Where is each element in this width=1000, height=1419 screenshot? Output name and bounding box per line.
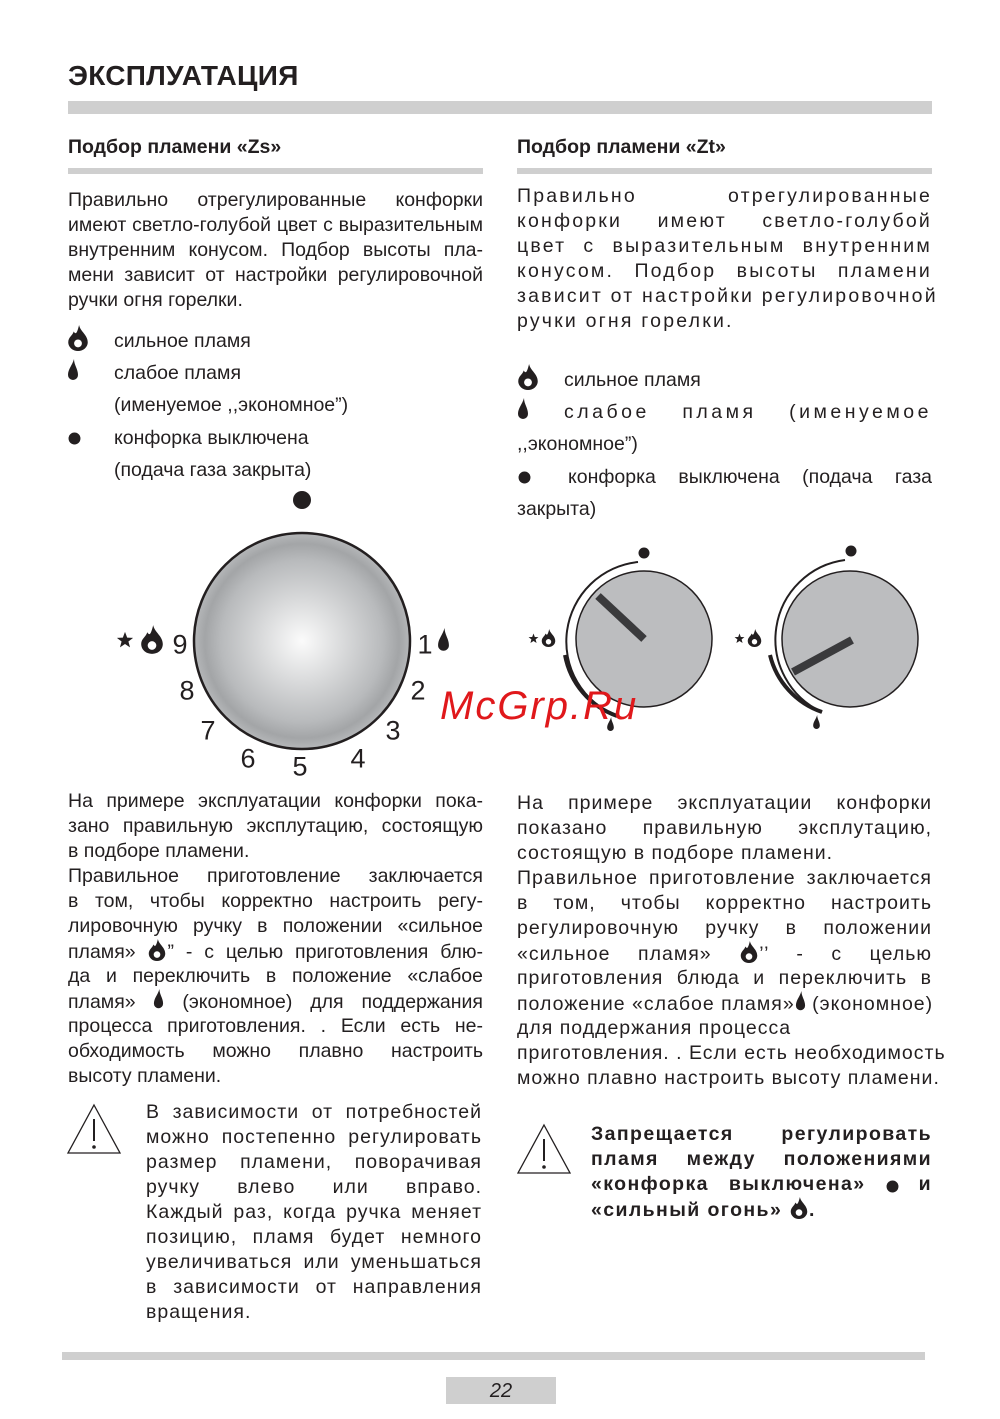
text-segment: приготовления блюда и переключить в xyxy=(517,967,932,989)
text-line xyxy=(517,966,932,991)
text-segment: ручки огня горелки. xyxy=(68,289,243,311)
text-segment: ручки огня горелки. xyxy=(517,310,734,332)
text-segment: (экономное) для поддержания xyxy=(164,991,483,1013)
legend-weak-note: ,,экономное”) xyxy=(517,433,638,455)
text-segment: Каждый раз, когда ручка меняет xyxy=(146,1201,482,1223)
text-line xyxy=(517,309,932,334)
text-line xyxy=(146,1150,482,1175)
text-line xyxy=(517,209,932,234)
text-segment: Правильное приготовление заключается xyxy=(68,865,483,887)
intro-paragraph xyxy=(517,184,938,334)
text-segment: увеличиваться или уменьшаться xyxy=(146,1251,482,1273)
text-segment: в том, чтобы корректно настроить регу- xyxy=(68,890,483,912)
text-line xyxy=(68,814,483,839)
text-line xyxy=(517,791,932,816)
warning-icon xyxy=(516,1123,572,1175)
dial-number-6: 6 xyxy=(240,743,256,774)
dial-number-5: 5 xyxy=(292,751,308,782)
dial-number-9: 9 xyxy=(172,629,188,660)
text-segment: мени зависит от настройки регулировочной xyxy=(68,264,483,286)
intro-paragraph xyxy=(68,188,483,313)
text-line xyxy=(146,1275,482,1300)
text-segment: показано правильную эксплутацию, xyxy=(517,817,932,839)
text-segment: На примере эксплуатации конфорки пока- xyxy=(68,790,483,812)
text-line xyxy=(68,188,483,213)
text-line xyxy=(591,1122,932,1147)
text-line xyxy=(591,1197,932,1222)
text-segment: высоту пламени. xyxy=(68,1065,222,1087)
warning-icon xyxy=(66,1103,122,1155)
page-title: ЭКСПЛУАТАЦИЯ xyxy=(68,60,299,91)
text-segment: внутренним конусом. Подбор высоты пла- xyxy=(68,239,483,261)
section-divider xyxy=(517,168,932,174)
weak-flame-icon xyxy=(438,628,449,651)
text-line xyxy=(517,941,932,966)
dial-number-7: 7 xyxy=(200,715,216,746)
text-segment: «конфорка выключена» xyxy=(591,1173,886,1195)
text-segment: конфорки имеют светло-голубой xyxy=(517,210,932,232)
strong-flame-icon xyxy=(516,364,540,390)
text-line xyxy=(517,916,932,941)
text-segment: состоящую в подборе пламени. xyxy=(517,842,834,864)
text-line xyxy=(517,234,932,259)
title-divider xyxy=(68,101,932,114)
text-line xyxy=(517,259,932,284)
text-segment: ” - с целью приготовления блю- xyxy=(167,941,483,963)
footer-divider xyxy=(62,1352,925,1360)
text-line xyxy=(517,1066,940,1091)
usage-paragraph xyxy=(68,789,483,1089)
dial-number-8: 8 xyxy=(179,675,195,706)
text-line xyxy=(517,1041,946,1066)
text-line xyxy=(68,789,483,814)
text-line xyxy=(517,866,932,891)
strong-flame-icon xyxy=(141,625,163,654)
text-segment: конусом. Подбор высоты пламени xyxy=(517,260,932,282)
text-segment: в том, чтобы корректно настроить xyxy=(517,892,932,914)
text-line xyxy=(146,1300,482,1325)
strong-flame-icon xyxy=(147,939,167,961)
text-line xyxy=(517,991,932,1016)
star-icon xyxy=(117,632,133,647)
text-segment: в зависимости от направления xyxy=(146,1276,482,1298)
text-segment: процесса приготовления. . Если есть не- xyxy=(68,1015,483,1037)
text-segment: ручку влево или вправо. xyxy=(146,1176,482,1198)
off-dot-icon xyxy=(68,432,81,445)
text-segment: лировочную ручку в положении «сильное xyxy=(68,915,483,937)
text-segment: На примере эксплуатации конфорки xyxy=(517,792,932,814)
knob-body xyxy=(194,533,410,749)
off-position-dot xyxy=(293,491,311,509)
legend-weak: слабое пламя (именуемое xyxy=(564,401,932,423)
section-heading-zt: Подбор пламени «Zt» xyxy=(517,136,726,158)
text-line xyxy=(146,1100,482,1125)
dial-number-1: 1 xyxy=(417,629,433,660)
text-line xyxy=(68,989,483,1014)
text-line xyxy=(517,184,932,209)
text-line xyxy=(68,864,483,889)
text-line xyxy=(68,914,483,939)
text-segment: Правильно отрегулированные xyxy=(517,185,932,207)
text-segment: зано правильную эксплутацию, состоящую xyxy=(68,815,483,837)
strong-flame-icon xyxy=(789,1197,809,1219)
text-segment: пламя» xyxy=(68,941,148,963)
text-segment: . xyxy=(809,1199,816,1221)
weak-flame-icon xyxy=(66,359,80,383)
text-segment: (экономное) xyxy=(805,993,934,1015)
text-line xyxy=(517,891,932,916)
watermark: McGrp.Ru xyxy=(440,684,639,728)
text-line xyxy=(146,1225,482,1250)
text-segment: и xyxy=(898,1173,932,1195)
text-line xyxy=(517,284,938,309)
legend-weak: слабое пламя xyxy=(114,362,241,384)
text-segment: Правильно отрегулированные конфорки xyxy=(68,189,483,211)
warning-text xyxy=(591,1122,932,1222)
page-number: 22 xyxy=(446,1377,556,1404)
zs-control-knob xyxy=(110,485,470,785)
text-segment: пламя» xyxy=(68,991,154,1013)
text-segment: да и переключить в положение «слабое xyxy=(68,965,483,987)
dial-number-4: 4 xyxy=(350,743,366,774)
text-line xyxy=(68,889,483,914)
text-segment: вращения. xyxy=(146,1301,252,1323)
legend-strong: сильное пламя xyxy=(114,330,251,352)
text-segment: можно постепенно регулировать xyxy=(146,1126,482,1148)
text-line xyxy=(517,1016,932,1041)
legend-weak-note: (именуемое ,,экономное”) xyxy=(114,394,349,416)
text-segment: Правильное приготовление заключается xyxy=(517,867,932,889)
text-segment: «сильное пламя» xyxy=(517,943,740,965)
text-segment: в подборе пламени. xyxy=(68,840,250,862)
text-line xyxy=(68,213,483,238)
text-line xyxy=(68,288,483,313)
text-segment: для поддержания процесса xyxy=(517,1017,792,1039)
text-segment: приготовления. . Если есть необходимость xyxy=(517,1042,946,1064)
text-line xyxy=(68,238,483,263)
text-segment: регулировочную ручку в положении xyxy=(517,917,932,939)
legend-off: конфорка выключена xyxy=(114,427,309,449)
text-segment: обходимость можно плавно настроить xyxy=(68,1040,483,1062)
legend-off: конфорка выключена (подача газа xyxy=(568,466,932,488)
text-segment: Запрещается регулировать xyxy=(591,1123,932,1145)
text-segment: зависит от настройки регулировочной xyxy=(517,285,938,307)
text-line xyxy=(146,1125,482,1150)
strong-flame-icon xyxy=(66,325,90,351)
text-line xyxy=(591,1147,932,1172)
text-segment: «сильный огонь» xyxy=(591,1199,790,1221)
text-line xyxy=(68,839,483,864)
text-segment: имеют светло-голубой цвет с выразительным xyxy=(68,214,483,236)
text-line xyxy=(68,1064,483,1089)
usage-paragraph xyxy=(517,791,946,1091)
text-line xyxy=(68,964,483,989)
legend-off-note: закрыта) xyxy=(517,498,597,520)
dial-number-3: 3 xyxy=(385,715,401,746)
text-segment: пламя между положениями xyxy=(591,1148,932,1170)
dial-number-2: 2 xyxy=(410,675,426,706)
text-line xyxy=(68,939,483,964)
weak-flame-icon xyxy=(795,991,806,1013)
text-line xyxy=(68,1014,483,1039)
text-segment: положение «слабое пламя» xyxy=(517,993,795,1015)
text-segment: можно плавно настроить высоту пламени. xyxy=(517,1067,940,1089)
text-line xyxy=(517,816,932,841)
warning-text xyxy=(146,1100,482,1325)
section-heading-zs: Подбор пламени «Zs» xyxy=(68,136,282,158)
legend-strong: сильное пламя xyxy=(564,369,701,391)
text-line xyxy=(68,263,483,288)
text-line xyxy=(146,1250,482,1275)
text-line xyxy=(146,1175,482,1200)
strong-flame-icon xyxy=(739,941,759,963)
text-line xyxy=(591,1172,932,1197)
text-line xyxy=(146,1200,482,1225)
text-segment: позицию, пламя будет немного xyxy=(146,1226,482,1248)
section-divider xyxy=(68,168,483,174)
off-dot-icon xyxy=(886,1180,899,1193)
text-segment: размер пламени, поворачивая xyxy=(146,1151,482,1173)
text-segment: ’’ - с целью xyxy=(759,943,932,965)
text-segment: цвет с выразительным внутренним xyxy=(517,235,932,257)
legend-off-note: (подача газа закрыта) xyxy=(114,459,312,481)
text-line xyxy=(517,841,932,866)
weak-flame-icon xyxy=(153,989,164,1011)
text-segment: В зависимости от потребностей xyxy=(146,1101,482,1123)
weak-flame-icon xyxy=(516,398,530,422)
off-dot-icon xyxy=(518,471,531,484)
text-line xyxy=(68,1039,483,1064)
knob-low-position xyxy=(735,546,918,730)
